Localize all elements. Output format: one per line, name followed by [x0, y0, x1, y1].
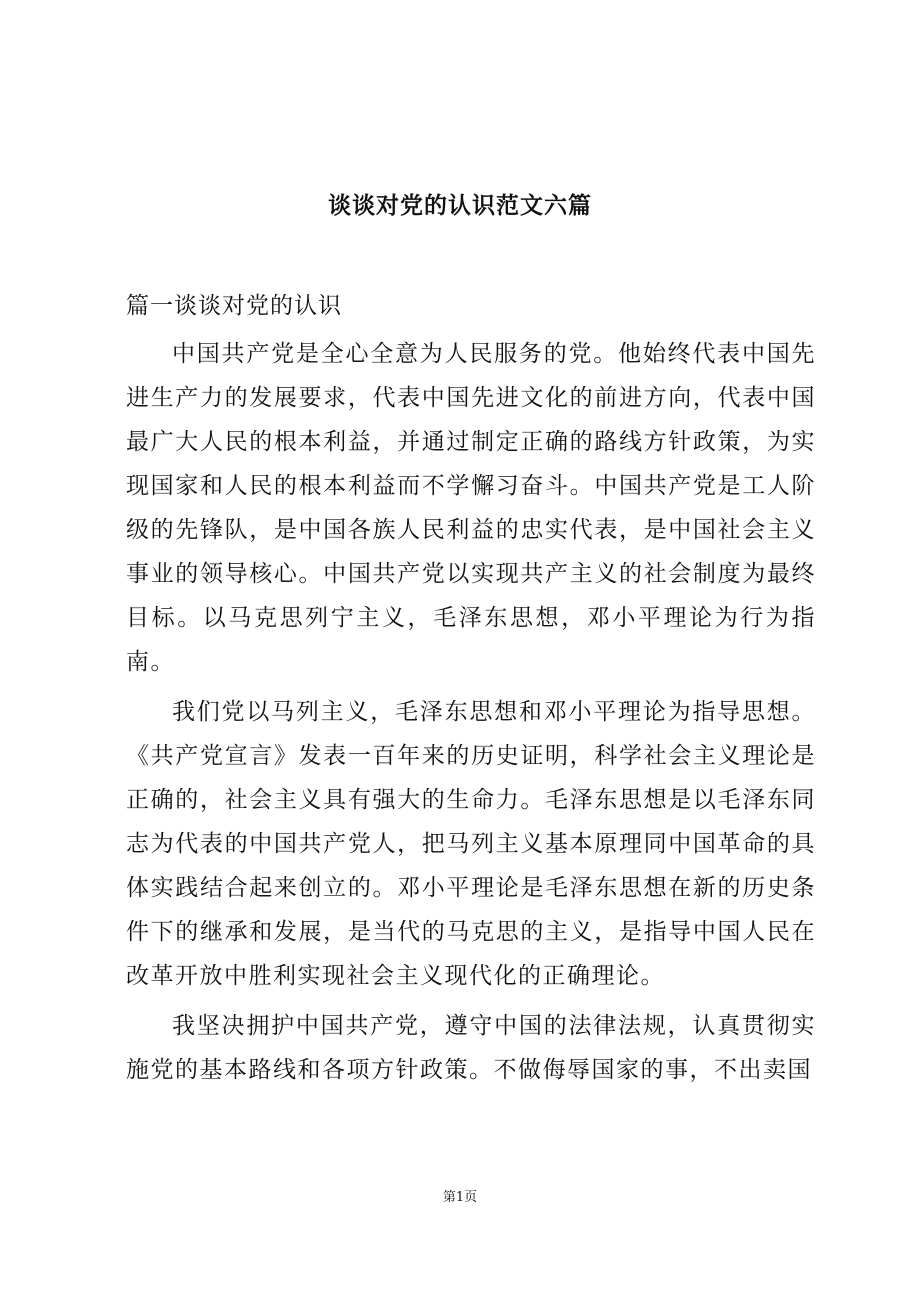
paragraph: 我坚决拥护中国共产党，遵守中国的法律法规，认真贯彻实施党的基本路线和各项方针政策。不做侮辱国家的事，不出卖国	[126, 1013, 816, 1083]
paragraph: 我们党以马列主义，毛泽东思想和邓小平理论为指导思想。《共产党宣言》发表一百年来的历史证明，科学社会主义理论是正确的，社会主义具有强大的生命力。毛泽东思想是以毛泽东同志为代表的中国共产党人，把马列主义基本原理同中国革命的具体实践结合起来创立的。邓小平理论是毛泽东思想在新的历史条件下的继承和发展，是当代的马克思的主义，是指导中国人民在改革开放中胜利实现社会主义现代化的正确理论。	[126, 699, 816, 989]
page-number: 第1页	[442, 1190, 478, 1205]
document-title: 谈谈对党的认识范文六篇	[328, 192, 592, 219]
section-heading: 篇一谈谈对党的认识	[126, 293, 342, 319]
paragraph: 中国共产党是全心全意为人民服务的党。他始终代表中国先进生产力的发展要求，代表中国先进文化的前进方向，代表中国最广大人民的根本利益，并通过制定正确的路线方针政策，为实现国家和人民的根本利益而不学懈习奋斗。中国共产党是工人阶级的先锋队，是中国各族人民利益的忠实代表，是中国社会主义事业的领导核心。中国共产党以实现共产主义的社会制度为最终目标。以马克思列宁主义，毛泽东思想，邓小平理论为行为指南。	[126, 341, 816, 675]
document-body	[126, 332, 816, 1092]
